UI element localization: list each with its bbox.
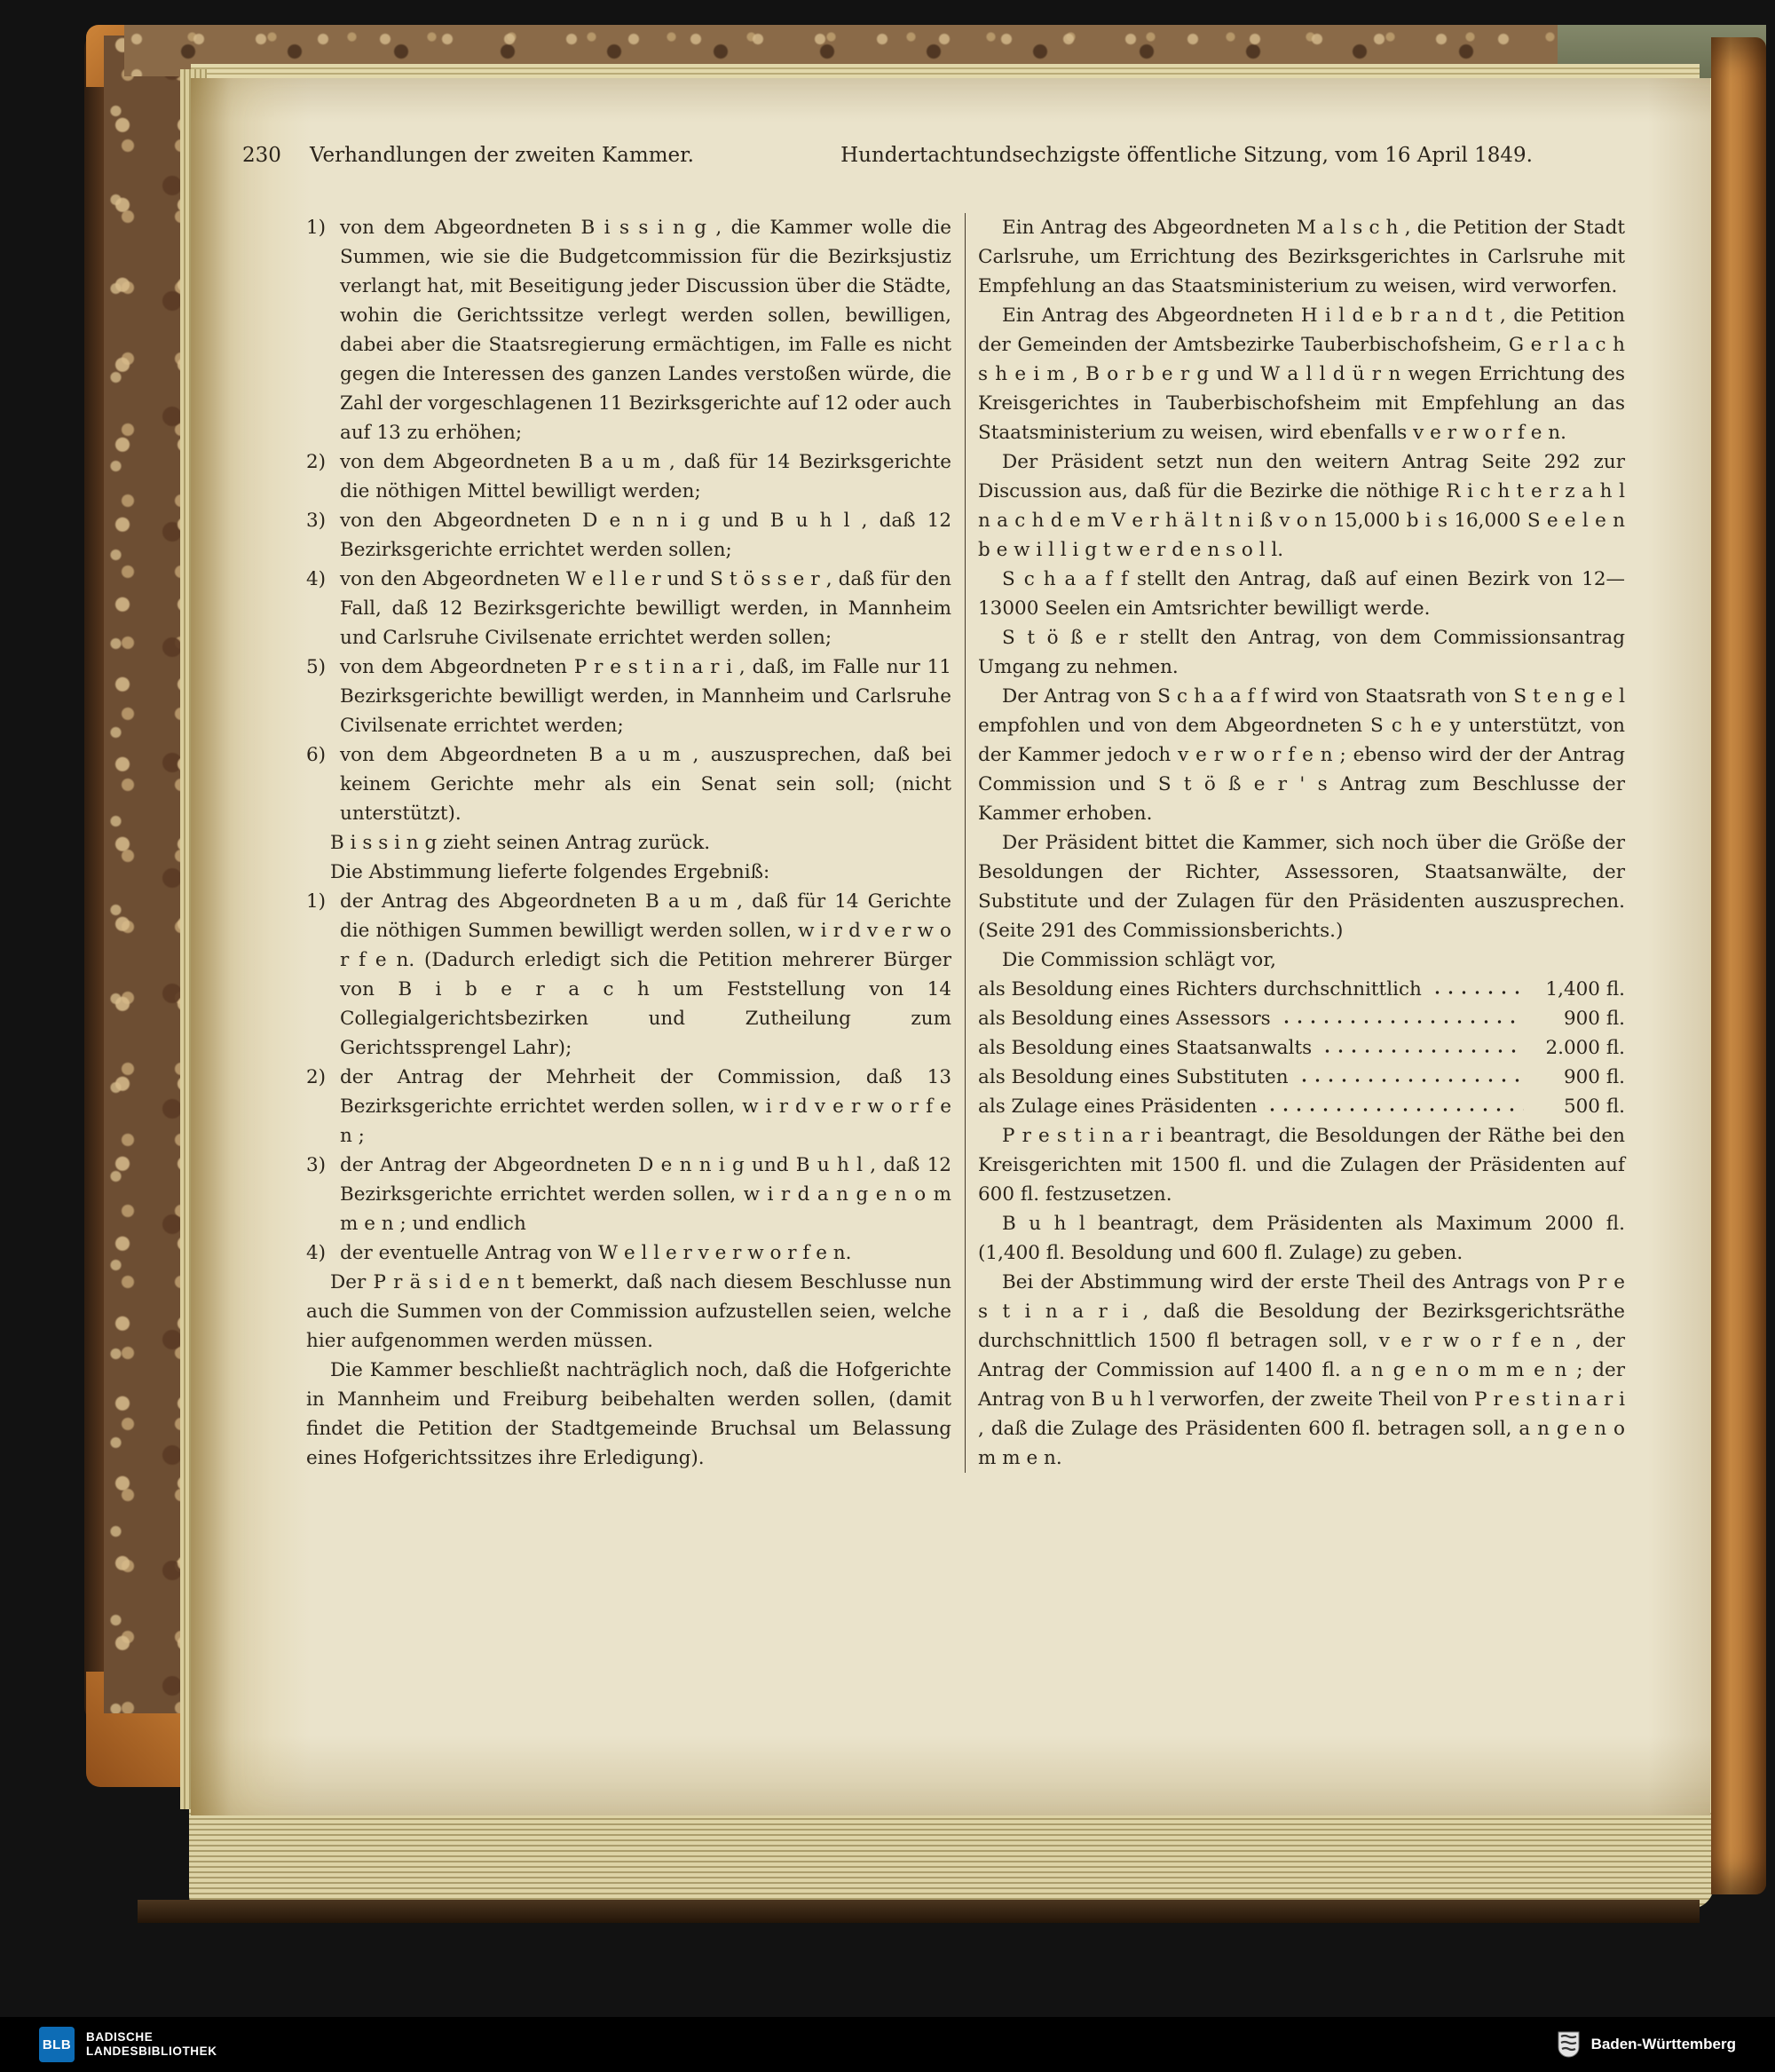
dot-leader xyxy=(1321,1046,1524,1056)
library-brand xyxy=(39,2027,217,2062)
salary-row xyxy=(978,1063,1625,1092)
text-block xyxy=(978,1209,1625,1268)
running-title-right: Hundertachtundsechzigste öffentliche Sitzung, vom 16 April 1849. xyxy=(840,144,1533,167)
text-block xyxy=(978,565,1625,623)
text-block xyxy=(978,301,1625,447)
text-block xyxy=(306,652,951,740)
text-block-content: S t ö ß e r stellt den Antrag, von dem Commissionsantrag Umgang zu nehmen. xyxy=(978,627,1625,678)
text-block-content: von dem Abgeordneten B a u m , auszusprechen, daß bei keinem Gerichte mehr als ein Senat sein soll; (nicht unterstützt). xyxy=(340,744,951,825)
two-column-text xyxy=(306,213,1625,1473)
salary-value: 1,400 fl. xyxy=(1545,978,1625,1000)
text-block xyxy=(306,828,951,858)
library-name xyxy=(86,2030,217,2059)
text-block-content: von den Abgeordneten W e l l e r und S t ö s s e r , daß für den Fall, daß 12 Bezirksgerichte bewilligt werden, in Mannheim und Carlsruhe Civilsenate errichtet werden sollen; xyxy=(340,568,951,649)
right-column-lower-paragraphs xyxy=(978,1121,1625,1473)
text-block xyxy=(306,213,951,447)
salary-label: als Besoldung eines Substituten xyxy=(978,1066,1289,1088)
salary-row xyxy=(978,975,1625,1004)
text-block xyxy=(978,945,1625,975)
salary-row xyxy=(978,1004,1625,1033)
list-item-number: 3) xyxy=(306,1154,327,1176)
text-block xyxy=(306,506,951,565)
text-block xyxy=(978,828,1625,945)
page-edges-bottom xyxy=(189,1809,1714,1909)
list-item-number: 4) xyxy=(306,1242,327,1264)
dot-leader xyxy=(1298,1075,1524,1086)
footer-bar xyxy=(0,2017,1775,2072)
text-block xyxy=(306,1356,951,1473)
library-name-line2: LANDESBIBLIOTHEK xyxy=(86,2044,217,2058)
list-item-number: 1) xyxy=(306,217,327,239)
book-page xyxy=(191,78,1710,1815)
text-block-content: Ein Antrag des Abgeordneten M a l s c h , die Petition der Stadt Carlsruhe, um Errichtung des Bezirksgerichtes in Carlsruhe mit Empfehlung an das Staatsministerium zu weisen, wird verworfen. xyxy=(978,217,1625,297)
text-block xyxy=(978,447,1625,565)
text-block-content: Bei der Abstimmung wird der erste Theil des Antrags von P r e s t i n a r i , daß die Besoldung der Bezirksgerichtsräthe durchschnittlich 1500 fl betragen soll, v e r w o r f e n , der Antrag der Commission auf 1400 fl. a n g e n o m m e n ; der Antrag von B u h l verworfen, der zweite Theil von P r e s t i n a r i , daß die Zulage des Präsidenten 600 fl. betragen soll, a n g e n o m m e n. xyxy=(978,1271,1625,1469)
salary-value: 900 fl. xyxy=(1563,1066,1625,1088)
list-item-number: 1) xyxy=(306,890,327,913)
text-block-content: von dem Abgeordneten B i s s i n g , die Kammer wolle die Summen, wie sie die Budgetcommission für die Bezirksjustiz verlangt hat, mit Beseitigung jeder Discussion über die Städte, wohin die Gerichtssitze verlegt werden sollen, bewilligen, dabei aber die Staatsregierung ermächtigen, im Falle es nicht gegen die Interessen des ganzen Landes verstoßen würde, die Zahl der vorgeschlagenen 11 Bezirksgerichte auf 12 oder auch auf 13 zu erhöhen; xyxy=(340,217,951,444)
running-title-left: Verhandlungen der zweiten Kammer. xyxy=(310,144,694,167)
right-column-upper-paragraphs xyxy=(978,213,1625,975)
list-item-number: 6) xyxy=(306,744,327,766)
text-block xyxy=(978,623,1625,682)
salary-row xyxy=(978,1092,1625,1121)
salary-row xyxy=(978,1033,1625,1063)
scanned-book xyxy=(84,25,1766,1929)
dot-leader xyxy=(1431,987,1524,998)
text-block xyxy=(978,213,1625,301)
dot-leader xyxy=(1266,1104,1524,1115)
text-block xyxy=(978,1121,1625,1209)
list-item-number: 3) xyxy=(306,510,327,532)
text-block xyxy=(306,740,951,828)
page-header xyxy=(242,144,1648,167)
text-block-content: Der P r ä s i d e n t bemerkt, daß nach diesem Beschlusse nun auch die Summen von der Commission aufzustellen seien, welche hier aufgenommen werden müssen. xyxy=(306,1271,951,1352)
text-block-content: der eventuelle Antrag von W e l l e r v e r w o r f e n. xyxy=(340,1242,852,1264)
book-cover-right xyxy=(1711,37,1766,1894)
book-bottom-board xyxy=(138,1900,1700,1923)
text-block xyxy=(306,1238,951,1268)
page-number: 230 xyxy=(242,144,281,167)
text-column-right xyxy=(966,213,1625,1473)
salary-table xyxy=(978,975,1625,1121)
state-brand xyxy=(1558,2031,1736,2058)
text-block-content: der Antrag der Abgeordneten D e n n i g und B u h l , daß 12 Bezirksgerichte errichtet werden sollen, w i r d a n g e n o m m e n ; und endlich xyxy=(340,1154,951,1235)
text-block xyxy=(306,1151,951,1238)
text-block xyxy=(306,447,951,506)
salary-value: 900 fl. xyxy=(1563,1008,1625,1030)
text-block-content: Die Kammer beschließt nachträglich noch, daß die Hofgerichte in Mannheim und Freiburg beibehalten werden sollen, (damit findet die Petition der Stadtgemeinde Bruchsal um Belassung eines Hofgerichtssitzes ihre Erledigung). xyxy=(306,1359,951,1469)
text-block xyxy=(306,887,951,1063)
blb-logo-icon: BLB xyxy=(39,2027,75,2062)
salary-value: 2.000 fl. xyxy=(1545,1037,1625,1059)
salary-label: als Besoldung eines Assessors xyxy=(978,1008,1271,1030)
salary-label: als Besoldung eines Staatsanwalts xyxy=(978,1037,1313,1059)
text-block-content: B i s s i n g zieht seinen Antrag zurück. xyxy=(330,832,711,854)
text-block-content: Der Präsident bittet die Kammer, sich noch über die Größe der Besoldungen der Richter, Assessoren, Staatsanwälte, der Substitute und der Zulagen für den Präsidenten auszusprechen. (Seite 291 des Commissionsberichts.) xyxy=(978,832,1625,942)
salary-label: als Zulage eines Präsidenten xyxy=(978,1095,1258,1118)
text-block-content: B u h l beantragt, dem Präsidenten als Maximum 2000 fl. (1,400 fl. Besoldung und 600 fl. Zulage) zu geben. xyxy=(978,1213,1625,1264)
state-label: Baden-Württemberg xyxy=(1590,2036,1736,2052)
baden-wuerttemberg-crest-icon xyxy=(1558,2031,1580,2058)
text-block xyxy=(978,1268,1625,1473)
text-block-content: Der Präsident setzt nun den weitern Antrag Seite 292 zur Discussion aus, daß für die Bezirke die nöthige R i c h t e r z a h l n a c h d e m V e r h ä l t n i ß v o n 15,000 b i s 16,000 S e e l e n b e w i l l i g t w e r d e n s o l l. xyxy=(978,451,1625,561)
dot-leader xyxy=(1280,1016,1524,1027)
text-block xyxy=(306,1268,951,1356)
text-block-content: von dem Abgeordneten P r e s t i n a r i , daß, im Falle nur 11 Bezirksgerichte bewilligt werden, in Mannheim und Carlsruhe Civilsenate errichtet werden; xyxy=(340,656,951,737)
list-item-number: 4) xyxy=(306,568,327,590)
text-block-content: Die Abstimmung lieferte folgendes Ergebniß: xyxy=(330,861,770,883)
text-column-left xyxy=(306,213,966,1473)
text-block xyxy=(306,565,951,652)
text-block-content: von dem Abgeordneten B a u m , daß für 14 Bezirksgerichte die nöthigen Mittel bewilligt werden; xyxy=(340,451,951,502)
text-block xyxy=(978,682,1625,828)
text-block-content: der Antrag des Abgeordneten B a u m , daß für 14 Gerichte die nöthigen Summen bewilligt werden sollen, w i r d v e r w o r f e n. (Dadurch erledigt sich die Petition mehrerer Bürger von B i b e r a c h um Feststellung von 14 Collegialgerichtsbezirken und Zutheilung zum Gerichtssprengel Lahr); xyxy=(340,890,951,1059)
salary-label: als Besoldung eines Richters durchschnittlich xyxy=(978,978,1422,1000)
salary-value: 500 fl. xyxy=(1563,1095,1625,1118)
text-block-content: Der Antrag von S c h a a f f wird von Staatsrath von S t e n g e l empfohlen und von dem Abgeordneten S c h e y unterstützt, von der Kammer jedoch v e r w o r f e n ; ebenso wird der der Antrag Commission und S t ö ß e r ' s Antrag zum Beschlusse der Kammer erhoben. xyxy=(978,685,1625,825)
library-name-line1: BADISCHE xyxy=(86,2030,154,2044)
text-block-content: P r e s t i n a r i beantragt, die Besoldungen der Räthe bei den Kreisgerichten mit 1500 fl. und die Zulagen der Präsidenten auf 600 fl. festzusetzen. xyxy=(978,1125,1625,1206)
text-block-content: von den Abgeordneten D e n n i g und B u h l , daß 12 Bezirksgerichte errichtet werden sollen; xyxy=(340,510,951,561)
list-item-number: 2) xyxy=(306,451,327,473)
text-block-content: Ein Antrag des Abgeordneten H i l d e b r a n d t , die Petition der Gemeinden der Amtsbezirke Tauberbischofsheim, G e r l a c h s h e i m , B o r b e r g und W a l l d ü r n wegen Errichtung des Kreisgerichtes in Tauberbischofsheim mit Empfehlung an das Staatsministerium zu weisen, wird ebenfalls v e r w o r f e n. xyxy=(978,304,1625,444)
list-item-number: 2) xyxy=(306,1066,327,1088)
text-block xyxy=(306,1063,951,1151)
list-item-number: 5) xyxy=(306,656,327,678)
text-block-content: der Antrag der Mehrheit der Commission, daß 13 Bezirksgerichte errichtet werden sollen, w i r d v e r w o r f e n ; xyxy=(340,1066,951,1147)
text-block-content: Die Commission schlägt vor, xyxy=(1002,949,1276,971)
text-block xyxy=(306,858,951,887)
text-block-content: S c h a a f f stellt den Antrag, daß auf einen Bezirk von 12—13000 Seelen ein Amtsrichter bewilligt werde. xyxy=(978,568,1625,620)
